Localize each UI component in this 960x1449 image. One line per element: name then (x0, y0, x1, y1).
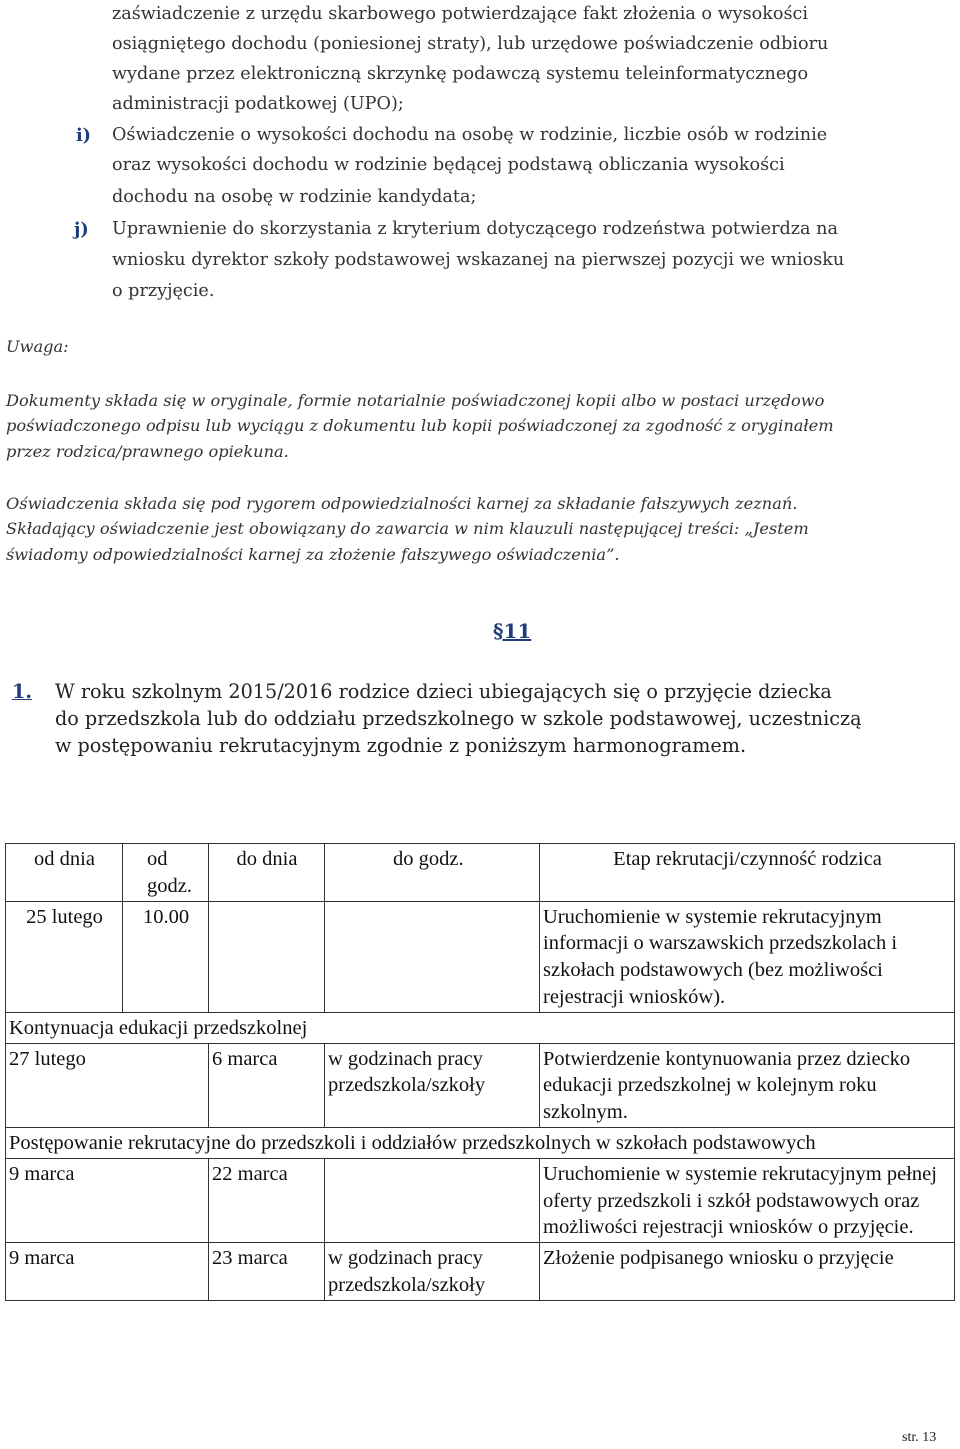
point-marker: 1. (12, 680, 33, 703)
table-cell (325, 901, 540, 1012)
header-cell: do godz. (325, 844, 540, 902)
text-line: poświadczonego odpisu lub wyciągu z dokumentu lub kopii poświadczonej za zgodność z oryginałem (6, 416, 834, 435)
header-cell: od godz. (123, 844, 209, 902)
text-line: wniosku dyrektor szkoły podstawowej wskazanej na pierwszej pozycji we wniosku (112, 250, 845, 270)
text-line: Oświadczenia składa się pod rygorem odpowiedzialności karnej za składanie fałszywych zeznań. (6, 494, 798, 513)
text-line: W roku szkolnym 2015/2016 rodzice dzieci ubiegających się o przyjęcie dziecka (55, 680, 832, 703)
text-line: wydane przez elektroniczną skrzynkę podawczą systemu teleinformatycznego (112, 64, 809, 84)
table-cell: Uruchomienie w systemie rekrutacyjnym informacji o warszawskich przedszkolach i szkołach podstawowych (bez możliwości rejestracji wniosków). (540, 901, 955, 1012)
text-line: w postępowaniu rekrutacyjnym zgodnie z poniższym harmonogramem. (55, 734, 747, 757)
table-row (6, 901, 955, 1012)
table-cell: 27 lutego (6, 1043, 209, 1127)
table-cell: 25 lutego (6, 901, 123, 1012)
table-cell: w godzinach pracy przedszkola/szkoły (325, 1043, 540, 1127)
text-line: administracji podatkowej (UPO); (112, 94, 404, 114)
text-line: świadomy odpowiedzialności karnej za złożenie fałszywego oświadczenia”. (6, 545, 620, 564)
header-cell: Etap rekrutacji/czynność rodzica (540, 844, 955, 902)
list-marker: i) (76, 125, 92, 146)
text-line: osiągniętego dochodu (poniesionej straty), lub urzędowe poświadczenie odbioru (112, 34, 829, 54)
table-cell: 10.00 (123, 901, 209, 1012)
text-line: przez rodzica/prawnego opiekuna. (6, 442, 289, 461)
table-cell: 6 marca (209, 1043, 325, 1127)
group-heading-cell: Postępowanie rekrutacyjne do przedszkoli i oddziałów przedszkolnych w szkołach podstawowych (6, 1127, 955, 1158)
list-marker: j) (74, 219, 89, 240)
table-cell: Uruchomienie w systemie rekrutacyjnym pełnej oferty przedszkoli i szkół podstawowych oraz możliwości rejestracji wniosków o przyjęcie. (540, 1158, 955, 1242)
table-cell: 9 marca (6, 1243, 209, 1301)
table-header-row (6, 844, 955, 902)
text-line: Składający oświadczenie jest obowiązany do zawarcia w nim klauzuli następującej treści: „Jestem (6, 519, 809, 538)
section-heading: §11 (493, 619, 532, 643)
text-line: Dokumenty składa się w oryginale, formie notarialnie poświadczonej kopii albo w postaci urzędowo (6, 391, 825, 410)
text-line: Oświadczenie o wysokości dochodu na osobę w rodzinie, liczbie osób w rodzinie (112, 125, 828, 145)
note-label: Uwaga: (6, 337, 69, 356)
text-line: oraz wysokości dochodu w rodzinie będącej podstawą obliczania wysokości (112, 155, 785, 175)
page-number: str. 13 (902, 1430, 937, 1445)
text-line: Uprawnienie do skorzystania z kryterium dotyczącego rodzeństwa potwierdza na (112, 219, 838, 239)
table-cell: 22 marca (209, 1158, 325, 1242)
table-group-row (6, 1012, 955, 1043)
table-row (6, 1043, 955, 1127)
table-cell: Złożenie podpisanego wniosku o przyjęcie (540, 1243, 955, 1301)
table-row (6, 1158, 955, 1242)
table-cell: 9 marca (6, 1158, 209, 1242)
table-cell: Potwierdzenie kontynuowania przez dziecko edukacji przedszkolnej w kolejnym roku szkolnym. (540, 1043, 955, 1127)
header-cell: od dnia (6, 844, 123, 902)
header-cell: do dnia (209, 844, 325, 902)
table-row (6, 1243, 955, 1301)
table-cell: 23 marca (209, 1243, 325, 1301)
table-cell (325, 1158, 540, 1242)
group-heading-cell: Kontynuacja edukacji przedszkolnej (6, 1012, 955, 1043)
text-line: zaświadczenie z urzędu skarbowego potwierdzające fakt złożenia o wysokości (112, 4, 808, 24)
schedule-table (5, 843, 955, 1301)
table-cell (209, 901, 325, 1012)
text-line: do przedszkola lub do oddziału przedszkolnego w szkole podstawowej, uczestniczą (55, 707, 862, 730)
text-line: dochodu na osobę w rodzinie kandydata; (112, 187, 477, 207)
text-line: o przyjęcie. (112, 281, 215, 301)
table-group-row (6, 1127, 955, 1158)
table-cell: w godzinach pracy przedszkola/szkoły (325, 1243, 540, 1301)
